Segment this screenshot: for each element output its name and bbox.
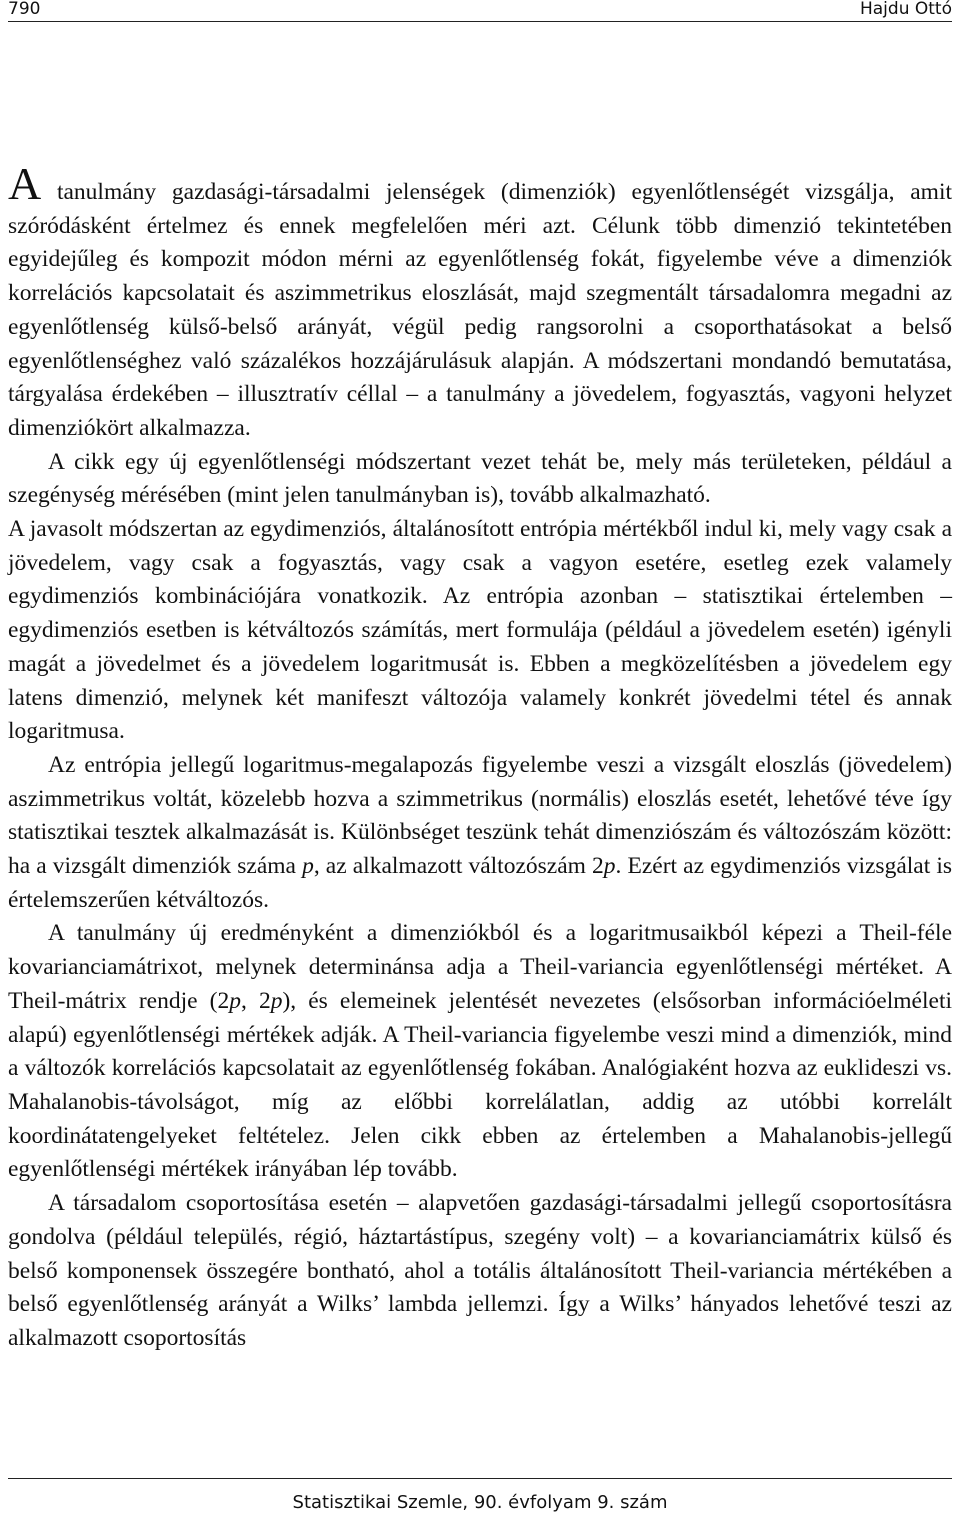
paragraph-4-text-a: Az entrópia jellegű logaritmus-megalapozás figyelembe veszi a vizsgált eloszlás (jövedelem) aszimmetrikus voltát, közelebb hozva a szimmetrikus (normális) eloszlás esetét, lehetővé téve így statisztikai tesztek alkalmazását is. Különbséget teszünk tehát dimenziószám és változószám között: ha a vizsgált dimenziók száma — [8, 751, 952, 880]
article-body — [8, 158, 953, 1356]
variable-p: p — [270, 987, 283, 1014]
paragraph-1 — [8, 158, 952, 446]
paragraph-4 — [8, 749, 952, 918]
running-head — [8, 0, 952, 20]
paragraph-5-text-c: ), és elemeinek jelentését nevezetes (elsősorban információelméleti alapú) egyenlőtlenségi mértékek adják. A Theil-variancia figyelembe veszi mind a dimenziók, mind a változók korrelációs kapcsolatait az egyenlőtlenség fokában. Analógiaként hozva az euklideszi vs. Mahalanobis-távolságot, míg az előbbi korrelálatlan, addig az utóbbi korrelált koordinátatengelyeket feltételez. Jelen cikk ebben az értelemben a Mahalanobis-jellegű egyenlőtlenségi mértékek irányában lép tovább. — [8, 987, 952, 1183]
header-rule — [8, 21, 952, 22]
paragraph-2: A cikk egy új egyenlőtlenségi módszertant vezet tehát be, mely más területeken, például a szegénység mérésében (mint jelen tanulmányban is), tovább alkalmazható. — [8, 448, 952, 509]
drop-cap: A — [8, 158, 42, 209]
paragraph-4-text-b: , az alkalmazott változószám 2 — [313, 853, 604, 880]
paragraph-4-text-c: . Ezért az egydimenziós vizsgálat is értelemszerűen kétváltozós. — [8, 853, 953, 913]
variable-p: p — [302, 853, 314, 880]
page-number: 790 — [8, 0, 41, 19]
paragraph-6: A társadalom csoportosítása esetén – alapvetően gazdasági-társadalmi jellegű csoportosításra gondolva (például település, régió, háztartástípus, szegény volt) – a kovarianciamátrix külső és belső komponensek összegére bontható, ahol a totális általánosított Theil-variancia mértékében a belső egyenlőtlenség arányát a Wilks’ lambda jellemzi. Így a Wilks’ hányados lehetővé teszi az alkalmazott csoportosítás — [8, 1190, 952, 1351]
footer-rule — [8, 1478, 952, 1479]
variable-p: p — [603, 853, 616, 880]
author-name: Hajdu Ottó — [859, 0, 952, 19]
variable-p: p — [229, 987, 241, 1014]
journal-footer: Statisztikai Szemle, 90. évfolyam 9. szám — [292, 1492, 668, 1513]
paragraph-5-text-a: A tanulmány új eredményként a dimenziókból és a logaritmusaikból képezi a Theil-féle kovarianciamátrixot, melynek determinánsa adja a Theil-variancia egyenlőtlenségi mértéket. A Theil-mátrix rendje (2 — [8, 920, 952, 1014]
paragraph-5-text-b: , 2 — [240, 987, 271, 1014]
paragraph-1-text: tanulmány gazdasági-társadalmi jelenségek (dimenziók) egyenlőtlenségét vizsgálja, amit szóródásként értelmez és ennek megfelelően méri azt. Célunk több dimenzió tekintetében egyidejűleg és kompozit módon mérni az egyenlőtlenség fokát, figyelembe véve a dimenziók korrelációs kapcsolatait és aszimmetrikus eloszlását, majd szegmentált társadalomra megadni az egyenlőtlenség külső-belső arányát, végül pedig rangsorolni a csoporthatásokat a belső egyenlőtlenséghez való százalékos hozzájárulásuk alapján. A módszertani mondandó bemutatása, tárgyalása érdekében – illusztratív céllal – a tanulmány a jövedelem, fogyasztás, vagyoni helyzet dimenziókört alkalmazza. — [8, 179, 952, 441]
paragraph-3: A javasolt módszertan az egydimenziós, általánosított entrópia mértékből indul ki, mely vagy csak a jövedelem, vagy csak a fogyasztás, vagy csak a vagyon esetére, esetleg ezek valamely egydimenziós kombinációjára vonatkozik. Az entrópia azonban – statisztikai értelemben – egydimenziós esetben is kétváltozós számítás, mert formulája (például a jövedelem esetén) igényli magát a jövedelmet és a jövedelem logaritmusát is. Ebben a megközelítésben a jövedelem egy latens dimenzió, melynek két manifeszt változója valamely konkrét jövedelmi tétel és annak logaritmusa. — [8, 516, 952, 745]
paragraph-5 — [8, 917, 952, 1187]
